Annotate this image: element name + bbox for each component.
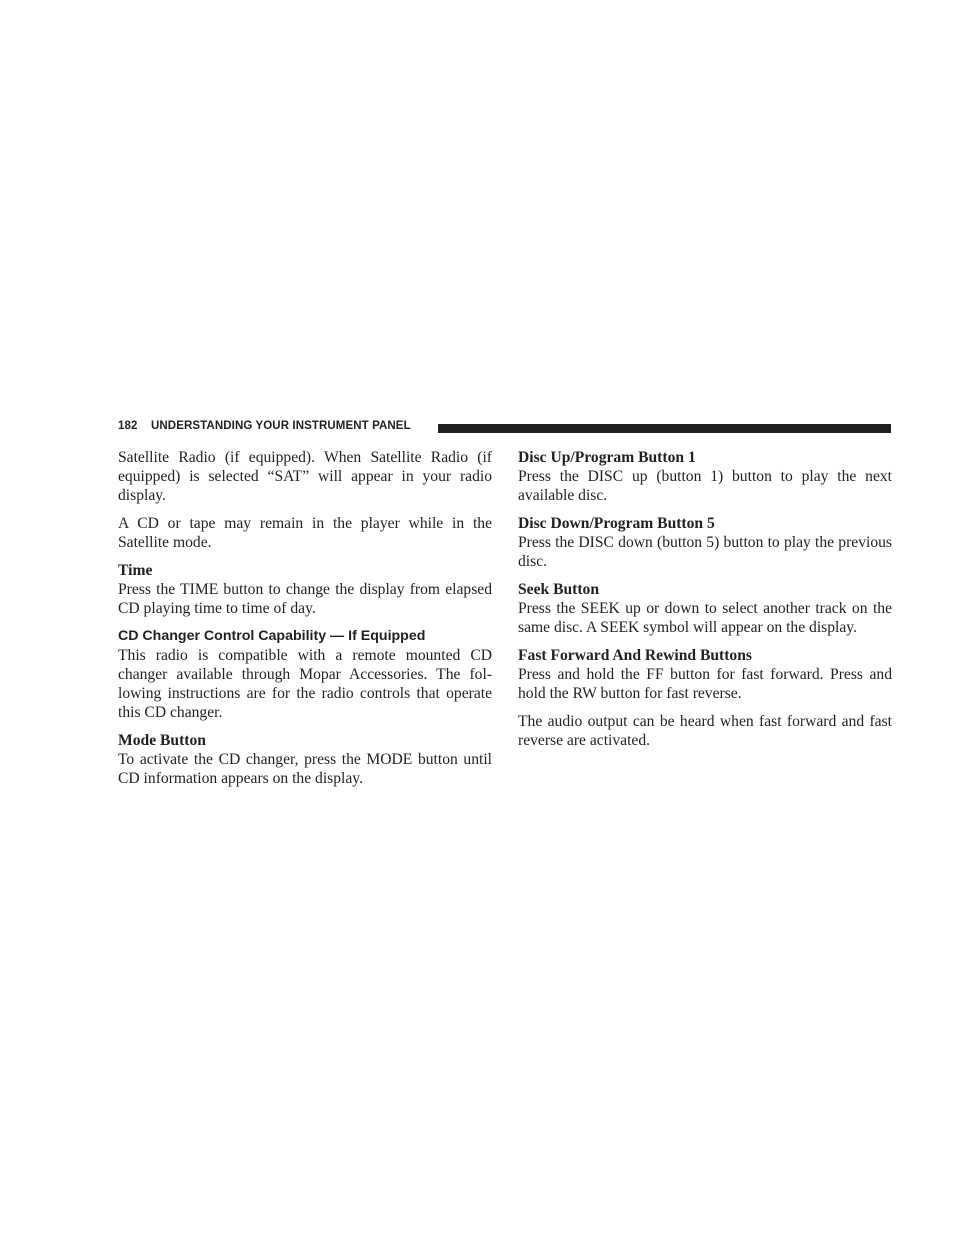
cd-changer-body: This radio is compatible with a remote mounted CD changer available through Mopar Accessories. The following instructions are for the radio controls that operate this CD changer. [118,647,492,721]
disc-up-body: Press the DISC up (button 1) button to play the next available disc. [518,468,892,504]
audio-output-paragraph: The audio output can be heard when fast forward and fast reverse are activated. [518,713,892,749]
section-title: UNDERSTANDING YOUR INSTRUMENT PANEL [151,420,411,432]
intro-paragraph-1: Satellite Radio (if equipped). When Satellite Radio (if equipped) is selected “SAT” will appear in your radio display. [118,449,492,504]
header-rule [438,424,891,433]
seek-heading: Seek Button [518,581,600,598]
disc-up-heading: Disc Up/Program Button 1 [518,449,696,466]
right-column [518,448,892,759]
ff-rw-body: Press and hold the FF button for fast forward. Press and hold the RW button for fast reverse. [518,666,892,702]
mode-button-body: To activate the CD changer, press the MODE button until CD information appears on the display. [118,751,492,787]
time-body: Press the TIME button to change the display from elapsed CD playing time to time of day. [118,581,492,617]
page-header [118,419,891,435]
mode-button-heading: Mode Button [118,732,206,749]
left-column [118,448,492,797]
disc-down-body: Press the DISC down (button 5) button to play the previous disc. [518,534,892,570]
time-heading: Time [118,562,153,579]
seek-body: Press the SEEK up or down to select another track on the same disc. A SEEK symbol will appear on the display. [518,600,892,636]
page-number: 182 [118,420,138,432]
intro-paragraph-2: A CD or tape may remain in the player while in the Satellite mode. [118,515,492,551]
disc-down-heading: Disc Down/Program Button 5 [518,515,715,532]
cd-changer-heading: CD Changer Control Capability — If Equipped [118,628,426,644]
ff-rw-heading: Fast Forward And Rewind Buttons [518,647,752,664]
